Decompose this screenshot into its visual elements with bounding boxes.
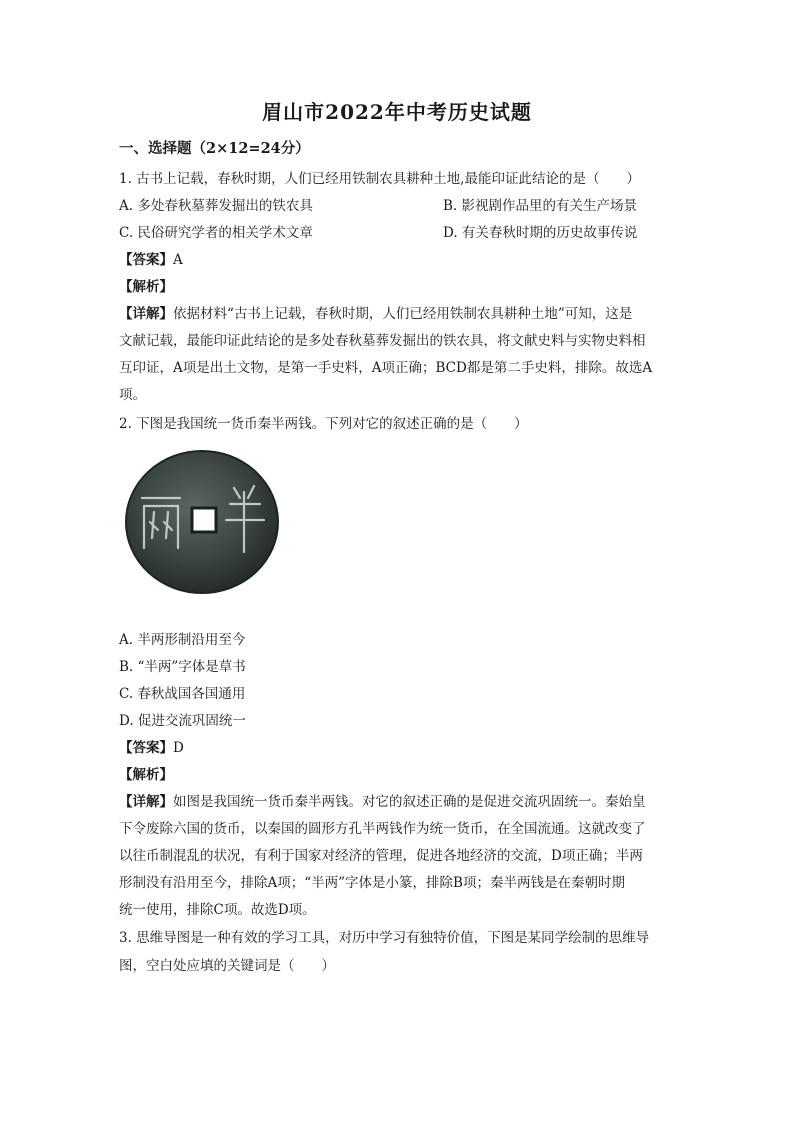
- q1-detail-line1: [119, 304, 679, 324]
- q2-detail-text1: 如图是我国统一货币秦半两钱。对它的叙述正确的是促进交流巩固统一。秦始皇: [173, 794, 646, 810]
- q1-detail-tag: 【详解】: [119, 306, 173, 322]
- ban-liang-coin-icon: [122, 448, 282, 598]
- q3-stem-line1: 3. 思维导图是一种有效的学习工具，对历中学习有独特价值，下图是某同学绘制的思维导: [119, 930, 650, 946]
- q2-answer-tag: 【答案】: [119, 740, 173, 756]
- q1-option-b: B. 影视剧作品里的有关生产场景: [443, 198, 638, 214]
- q1-options-row1: [119, 196, 679, 216]
- q1-stem: 1. 古书上记载，春秋时期，人们已经用铁制农具耕种土地,最能印证此结论的是（ ）: [119, 171, 640, 187]
- q2-option-d: D. 促进交流巩固统一: [119, 713, 246, 729]
- coin-image: [122, 448, 282, 598]
- q2-detail-line2: 下令废除六国的货币，以秦国的圆形方孔半两钱作为统一货币，在全国流通。这就改变了: [119, 821, 646, 837]
- q2-detail-line1: [119, 792, 679, 812]
- q2-answer-value: D: [173, 740, 184, 756]
- q2-detail-line5: 统一使用，排除C项。故选D项。: [119, 902, 316, 918]
- q1-option-d: D. 有关春秋时期的历史故事传说: [443, 225, 638, 241]
- q1-detail-line2: 文献记载，最能印证此结论的是多处春秋墓葬发掘出的铁农具，将文献史料与实物史料相: [119, 333, 646, 349]
- q3-stem-line2: 图，空白处应填的关键词是（ ）: [119, 958, 335, 974]
- q2-stem: 2. 下图是我国统一货币秦半两钱。下列对它的叙述正确的是（ ）: [119, 416, 528, 432]
- q1-analysis-tag: 【解析】: [119, 279, 173, 295]
- q1-detail-line4: 项。: [119, 387, 146, 403]
- q1-option-a: A. 多处春秋墓葬发掘出的铁农具: [119, 198, 313, 214]
- q2-option-b: B. “半两”字体是草书: [119, 659, 246, 675]
- q2-option-c: C. 春秋战国各国通用: [119, 686, 246, 702]
- q1-answer-value: A: [173, 252, 183, 268]
- q1-answer-tag: 【答案】: [119, 252, 173, 268]
- q1-options-row2: [119, 223, 679, 243]
- page-title: 眉山市2022年中考历史试题: [262, 100, 532, 124]
- q1-detail-line3: 互印证，A项是出土文物，是第一手史料，A项正确；BCD都是第二手史料，排除。故选A: [119, 360, 653, 376]
- q2-detail-line3: 以往币制混乱的状况，有利于国家对经济的管理，促进各地经济的交流，D项正确；半两: [119, 848, 643, 864]
- section-heading: 一、选择题（2×12=24分）: [119, 140, 310, 157]
- q1-detail-text1: 依据材料“古书上记载，春秋时期，人们已经用铁制农具耕种土地”可知，这是: [173, 306, 633, 322]
- q1-answer: [119, 250, 679, 270]
- q1-option-c: C. 民俗研究学者的相关学术文章: [119, 225, 313, 241]
- q2-option-a: A. 半两形制沿用至今: [119, 632, 246, 648]
- q2-detail-line4: 形制没有沿用至今，排除A项；“半两”字体是小篆，排除B项；秦半两钱是在秦朝时期: [119, 875, 625, 891]
- q2-answer: [119, 738, 679, 758]
- q2-detail-tag: 【详解】: [119, 794, 173, 810]
- q2-analysis-tag: 【解析】: [119, 767, 173, 783]
